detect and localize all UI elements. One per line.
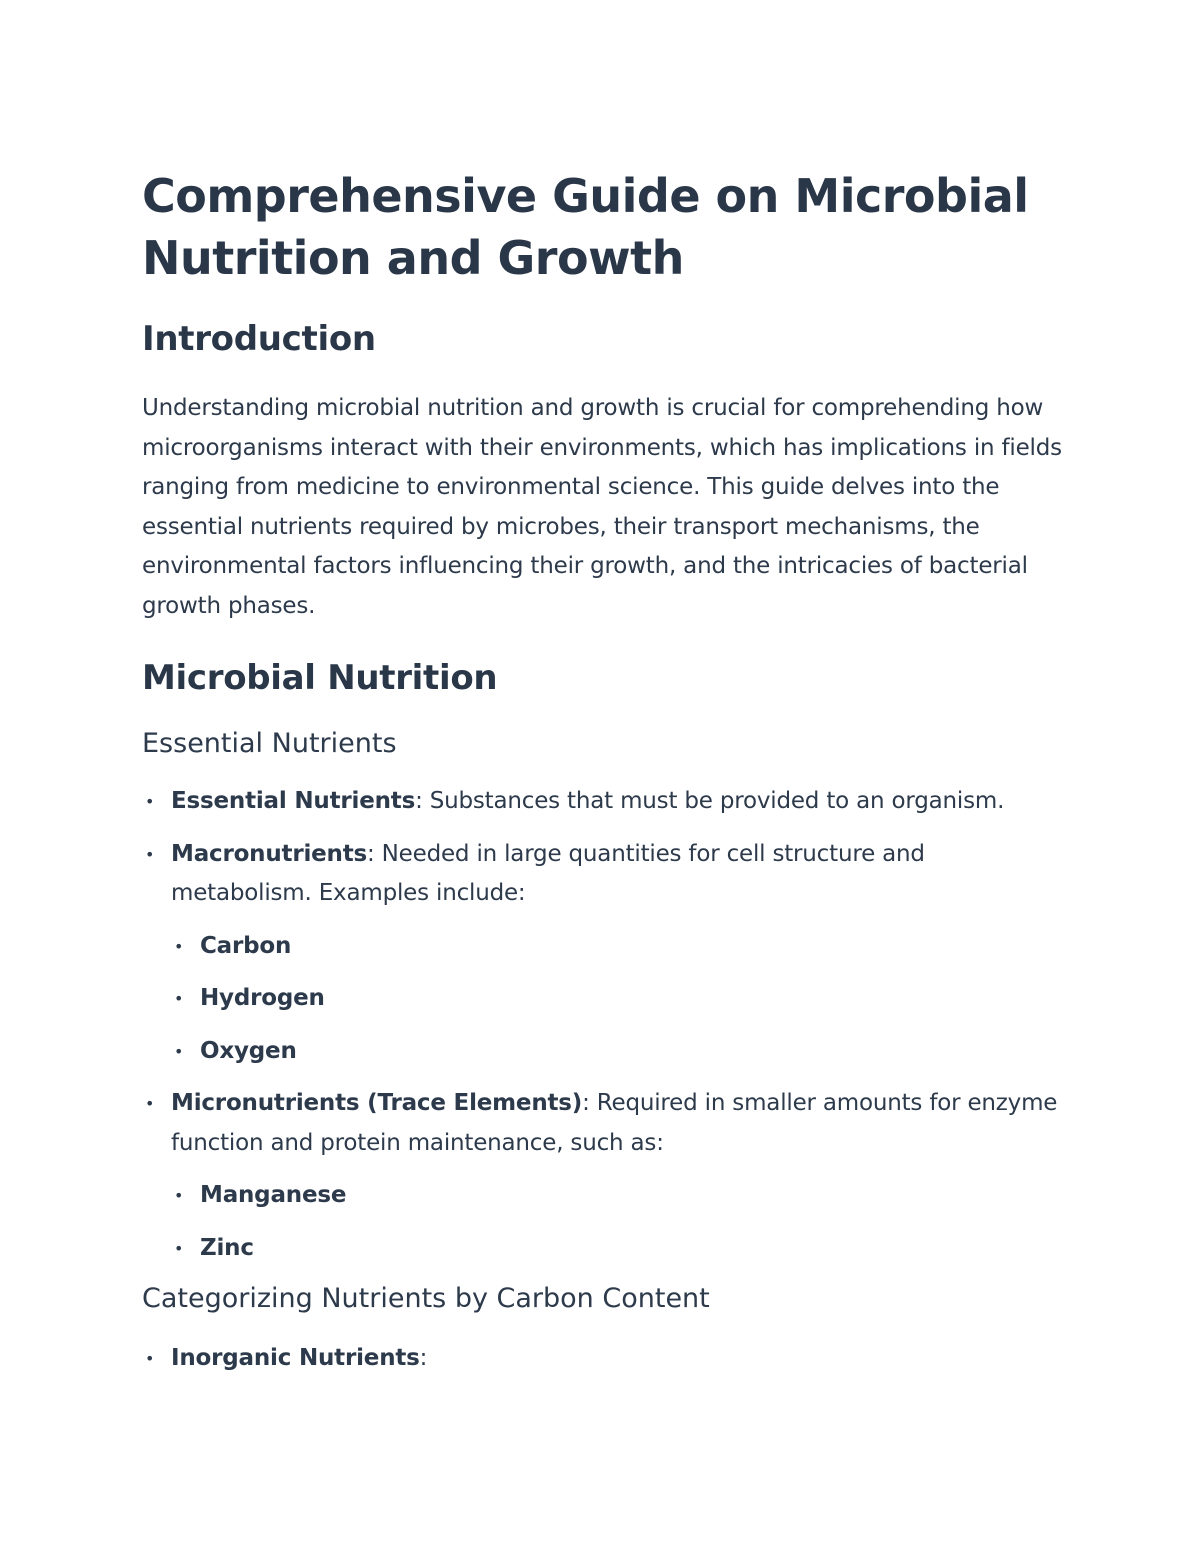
document-page [142,165,1072,1392]
carbon-content-list [142,1339,1072,1379]
list-item [145,1084,1072,1268]
bullet-icon: • [145,792,155,811]
document-title: Comprehensive Guide on Microbial Nutrition and Growth [142,169,1029,285]
list-item-text: : Required in smaller amounts for enzyme function and protein maintenance, such as: [171,1090,1058,1156]
essential-nutrients-heading: Essential Nutrients [142,728,397,759]
bullet-icon: • [174,1041,184,1061]
bullet-icon: • [145,1349,155,1368]
carbon-content-heading: Categorizing Nutrients by Carbon Content [142,1283,710,1314]
sublist-item: • Hydrogen [200,979,1072,1019]
sublist-item: • Zinc [200,1229,1072,1269]
list-item [145,1339,1072,1379]
list-item-term: Macronutrients [171,840,368,867]
list-item-text: : [419,1345,428,1371]
list-item-term: Essential Nutrients [171,788,416,814]
bullet-icon: • [174,936,184,956]
introduction-heading: Introduction [142,319,376,359]
sublist-item: • Carbon [200,927,1072,967]
sublist-item: • Oxygen [200,1032,1072,1072]
list-item-text: : Needed in large quantities for cell structure and metabolism. Examples include: [171,840,925,906]
bullet-icon: • [174,1238,184,1258]
micronutrients-sublist [171,1176,1072,1268]
introduction-paragraph: Understanding microbial nutrition and growth is crucial for comprehending how microorganisms interact with their environments, which has implications in fields ranging from medicine to environmental science. This guide delves into the essential nutrients required by microbes, their transport mechanisms, the environmental factors influencing their growth, and the intricacies of bacterial growth phases. [142,395,1062,619]
list-item-text: : Substances that must be provided to an organism. [415,788,1005,814]
bullet-icon: • [145,1094,155,1113]
list-item-term: Inorganic Nutrients [171,1345,420,1371]
list-item [145,782,1072,822]
microbial-nutrition-heading: Microbial Nutrition [142,658,498,698]
sublist-item: • Manganese [200,1176,1072,1216]
macronutrients-sublist [171,927,1072,1072]
bullet-icon: • [145,844,155,864]
list-item [145,835,1072,1072]
essential-nutrients-list [142,782,1072,1268]
bullet-icon: • [174,989,184,1008]
bullet-icon: • [174,1186,184,1205]
list-item-term: Micronutrients (Trace Elements) [171,1090,583,1116]
